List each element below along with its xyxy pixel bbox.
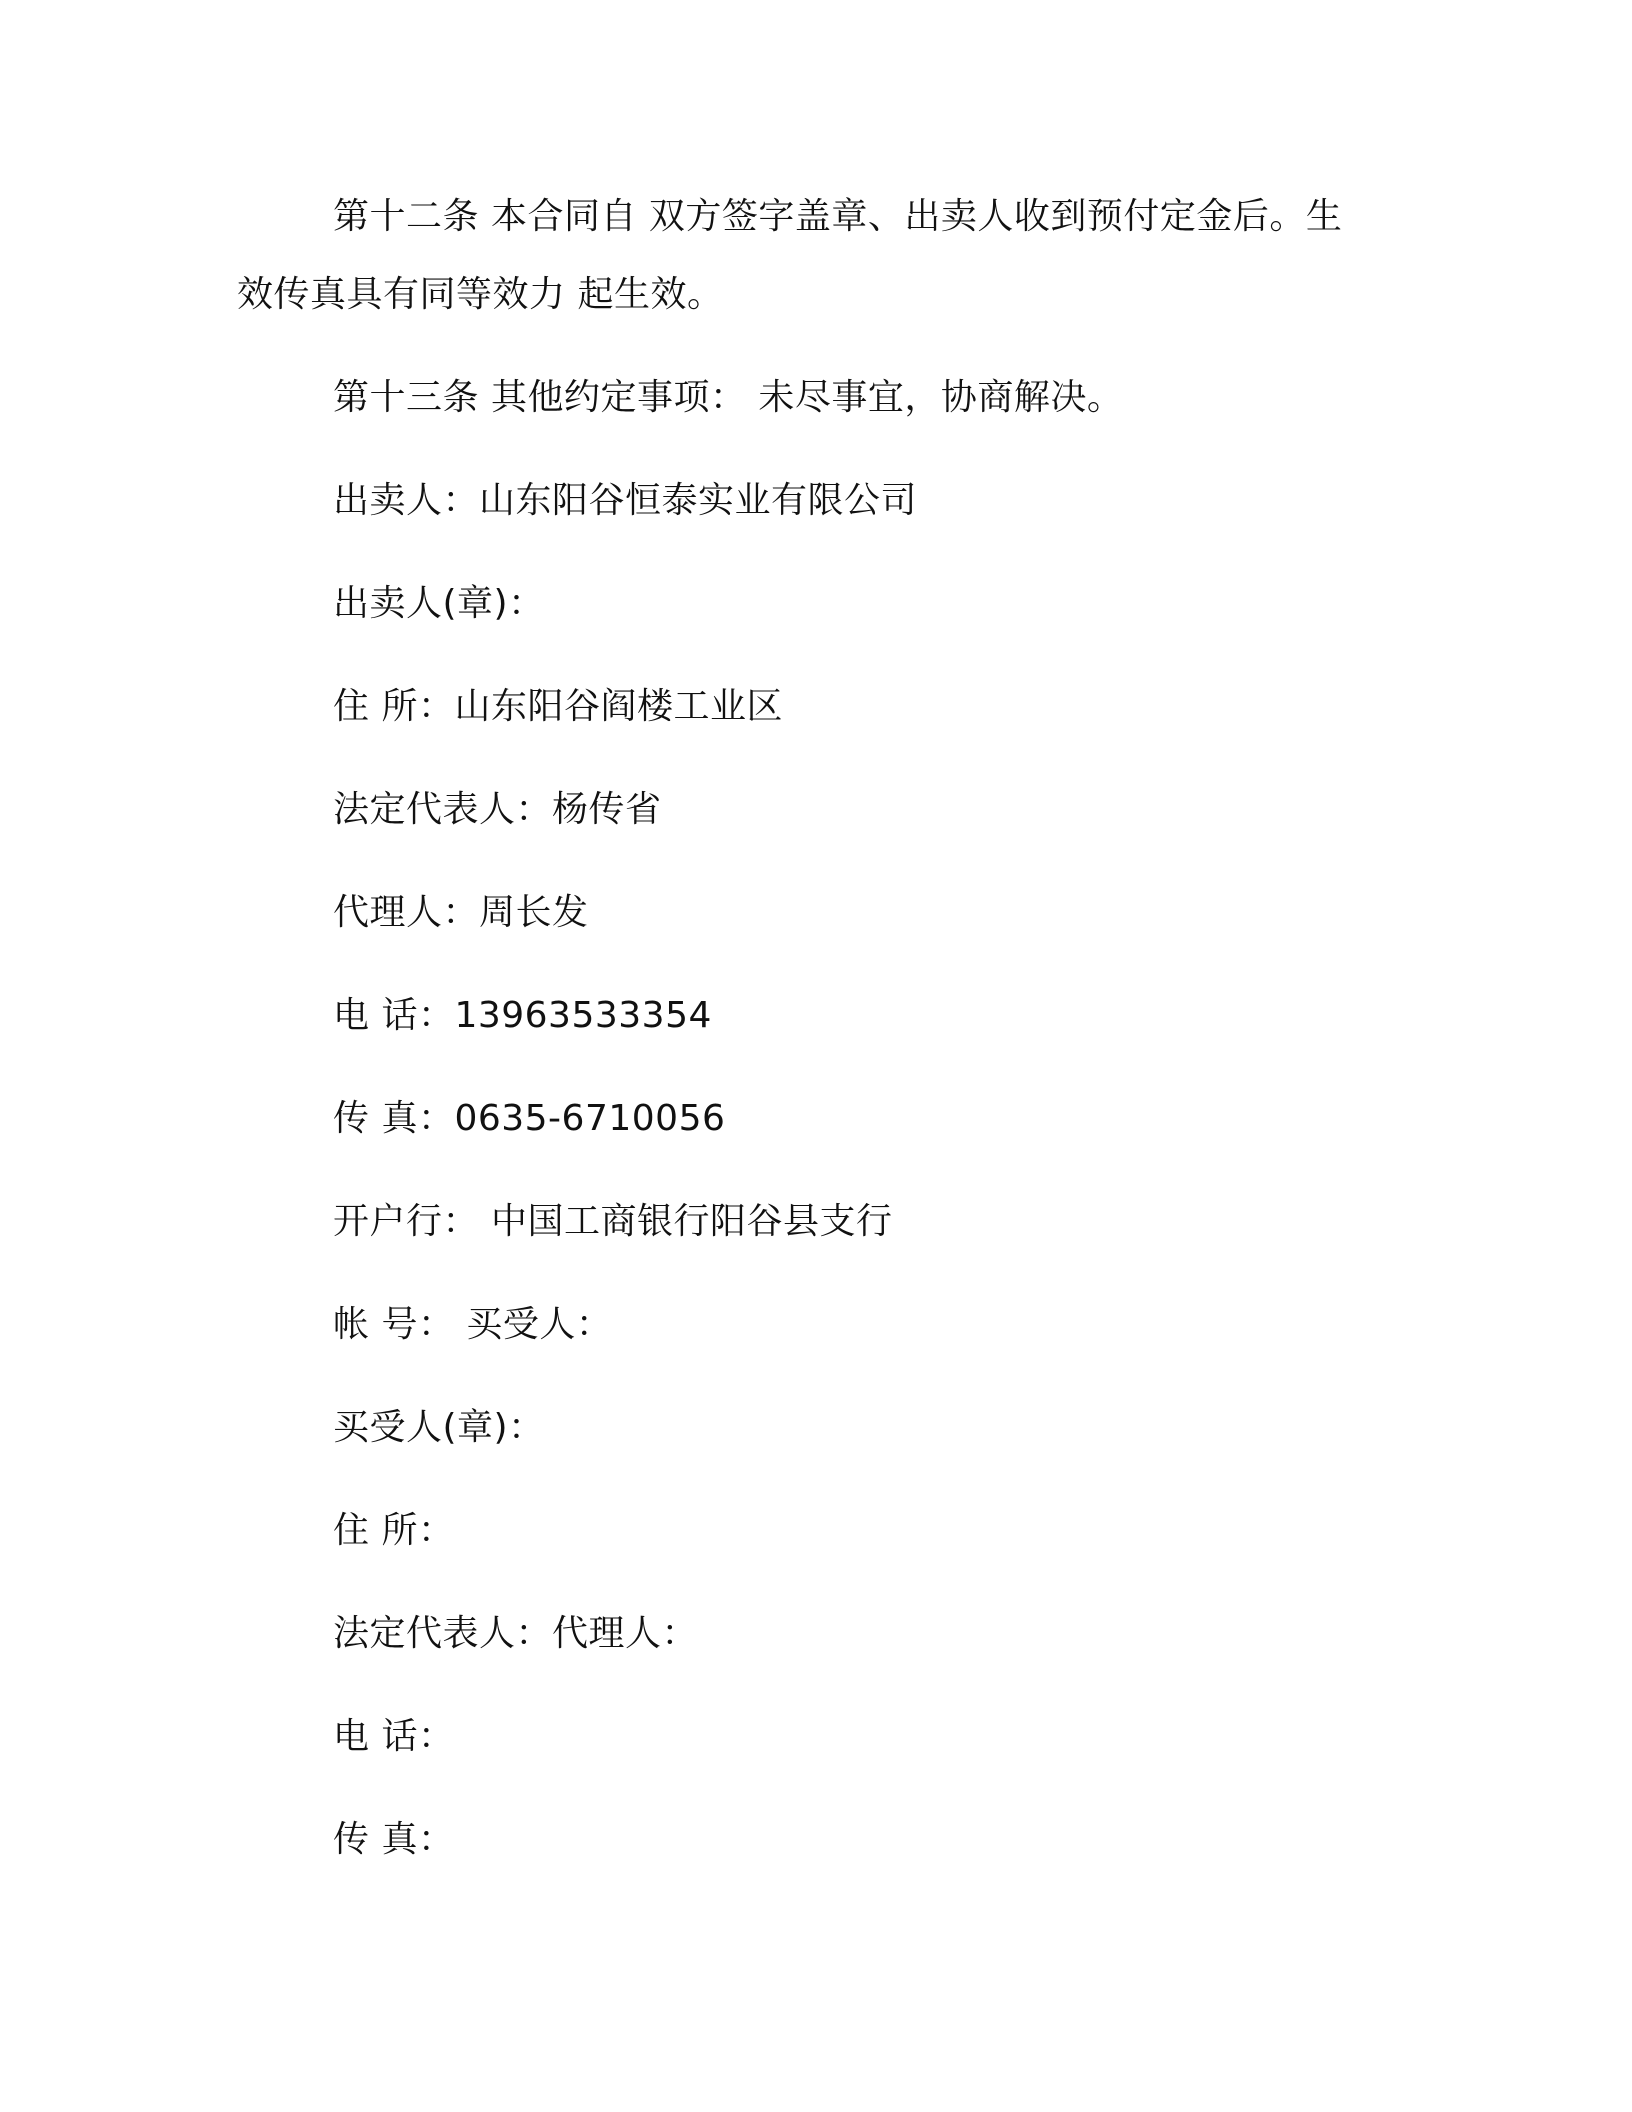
seller-phone: 电 话：13963533354	[333, 995, 712, 1036]
seller-seal: 出卖人(章)：	[333, 583, 545, 624]
buyer-legal-representative-agent: 法定代表人：代理人：	[333, 1613, 699, 1654]
article-12-line-1: 第十二条 本合同自 双方签字盖章、出卖人收到预付定金后。生	[333, 196, 1343, 237]
buyer-address: 住 所：	[333, 1510, 455, 1551]
seller-name: 出卖人：山东阳谷恒泰实业有限公司	[333, 480, 918, 521]
buyer-phone: 电 话：	[333, 1716, 455, 1757]
buyer-fax: 传 真：	[333, 1819, 455, 1860]
seller-fax: 传 真：0635-6710056	[333, 1098, 726, 1139]
article-12-line-2: 效传真具有同等效力 起生效。	[237, 274, 724, 315]
seller-address: 住 所：山东阳谷阎楼工业区	[333, 686, 783, 727]
seller-agent: 代理人：周长发	[333, 892, 589, 933]
buyer-seal: 买受人(章)：	[333, 1407, 545, 1448]
article-13: 第十三条 其他约定事项： 未尽事宜，协商解决。	[333, 377, 1124, 418]
seller-legal-representative: 法定代表人：杨传省	[333, 789, 662, 830]
account-and-buyer: 帐 号： 买受人：	[333, 1304, 613, 1345]
seller-bank: 开户行： 中国工商银行阳谷县支行	[333, 1201, 893, 1242]
